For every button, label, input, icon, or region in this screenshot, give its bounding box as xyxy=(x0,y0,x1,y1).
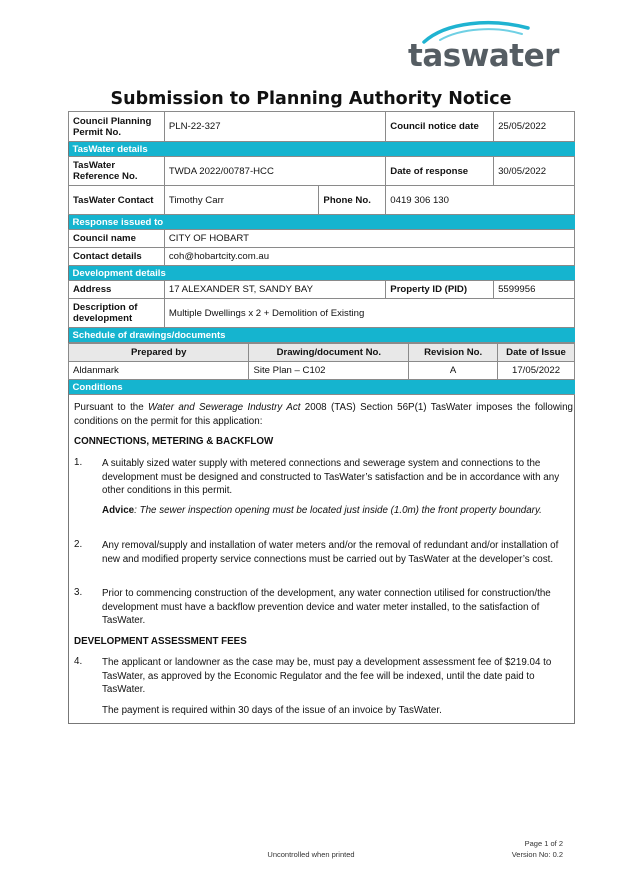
reference-value: TWDA 2022/00787-HCC xyxy=(164,157,385,186)
pid-value: 5599956 xyxy=(494,281,575,299)
section-response: Response issued to xyxy=(69,215,575,230)
reference-label: TasWater Reference No. xyxy=(69,157,165,186)
footer-version: Version No: 0.2 xyxy=(511,850,563,859)
footer-page-number: Page 1 of 2 xyxy=(524,839,563,848)
response-date-label: Date of response xyxy=(386,157,494,186)
intro-suffix: 2008 (TAS) Section 56P(1) TasWater imposes the following conditions on the permit for this application: xyxy=(74,402,573,427)
pid-label: Property ID (PID) xyxy=(386,281,494,299)
date-issue-cell: 17/05/2022 xyxy=(498,362,575,380)
taswater-logo xyxy=(408,16,559,74)
act-name: Water and Sewerage Industry Act xyxy=(148,402,301,413)
item-number: 1. xyxy=(74,457,83,468)
table-row xyxy=(69,362,575,380)
address-value: 17 ALEXANDER ST, SANDY BAY xyxy=(164,281,385,299)
intro-prefix: Pursuant to the xyxy=(74,402,149,413)
drawing-no-cell: Site Plan – C102 xyxy=(249,362,409,380)
header-revision-no: Revision No. xyxy=(409,344,498,362)
schedule-table xyxy=(68,343,575,395)
header-prepared-by: Prepared by xyxy=(69,344,249,362)
section-development: Development details xyxy=(69,266,575,281)
description-label: Description of development xyxy=(69,299,165,328)
heading-connections: CONNECTIONS, METERING & BACKFLOW xyxy=(74,436,274,447)
conditions-intro xyxy=(74,401,573,428)
details-table xyxy=(68,111,575,343)
condition-item-3: Prior to commencing construction of the development, any water connection utilised for construction/the development must have a backflow prevention device and water meter installed, to the satisfaction of TasWater. xyxy=(102,588,551,627)
revision-cell: A xyxy=(409,362,498,380)
brand-name: taswater xyxy=(408,38,559,74)
notice-date-label: Council notice date xyxy=(386,112,494,142)
phone-label: Phone No. xyxy=(319,186,386,215)
condition-item-4: The applicant or landowner as the case may be, must pay a development assessment fee of $219.04 to TasWater, as approved by the Economic Regulator and the fee will be indexed, until the date paid to TasWater. xyxy=(102,657,552,696)
page-title: Submission to Planning Authority Notice xyxy=(110,89,512,109)
contact-details-value: coh@hobartcity.com.au xyxy=(164,248,574,266)
contact-details-label: Contact details xyxy=(69,248,165,266)
item-number: 2. xyxy=(74,539,83,550)
header-drawing-no: Drawing/document No. xyxy=(249,344,409,362)
item-number: 3. xyxy=(74,587,83,598)
section-conditions: Conditions xyxy=(69,380,575,395)
section-schedule: Schedule of drawings/documents xyxy=(69,328,575,343)
contact-label: TasWater Contact xyxy=(69,186,165,215)
section-taswater: TasWater details xyxy=(69,142,575,157)
payment-note: The payment is required within 30 days of the issue of an invoice by TasWater. xyxy=(102,705,442,716)
council-name-label: Council name xyxy=(69,230,165,248)
notice-date-value: 25/05/2022 xyxy=(494,112,575,142)
advice-note xyxy=(102,504,573,518)
phone-value: 0419 306 130 xyxy=(386,186,575,215)
prepared-by-cell: Aldanmark xyxy=(69,362,249,380)
heading-fees: DEVELOPMENT ASSESSMENT FEES xyxy=(74,636,247,647)
contact-value: Timothy Carr xyxy=(164,186,319,215)
advice-label: Advice xyxy=(102,505,135,516)
permit-label: Council Planning Permit No. xyxy=(69,112,165,142)
permit-value: PLN-22-327 xyxy=(164,112,385,142)
address-label: Address xyxy=(69,281,165,299)
condition-item-1: A suitably sized water supply with metered connections and sewerage system and connections to the development must be designed and constructed to TasWater’s satisfaction and be in accordance with any other conditions in this permit. xyxy=(102,458,560,497)
description-value: Multiple Dwellings x 2 + Demolition of Existing xyxy=(164,299,574,328)
response-date-value: 30/05/2022 xyxy=(494,157,575,186)
council-name-value: CITY OF HOBART xyxy=(164,230,574,248)
advice-text: : The sewer inspection opening must be located just inside (1.0m) the front property boundary. xyxy=(134,505,542,516)
condition-item-2: Any removal/supply and installation of water meters and/or the removal of redundant and/or installation of new and modified property service connections must be carried out by TasWater at the developer’s cost. xyxy=(102,540,559,565)
item-number: 4. xyxy=(74,656,83,667)
footer-uncontrolled: Uncontrolled when printed xyxy=(267,850,355,859)
header-date-of-issue: Date of Issue xyxy=(498,344,575,362)
